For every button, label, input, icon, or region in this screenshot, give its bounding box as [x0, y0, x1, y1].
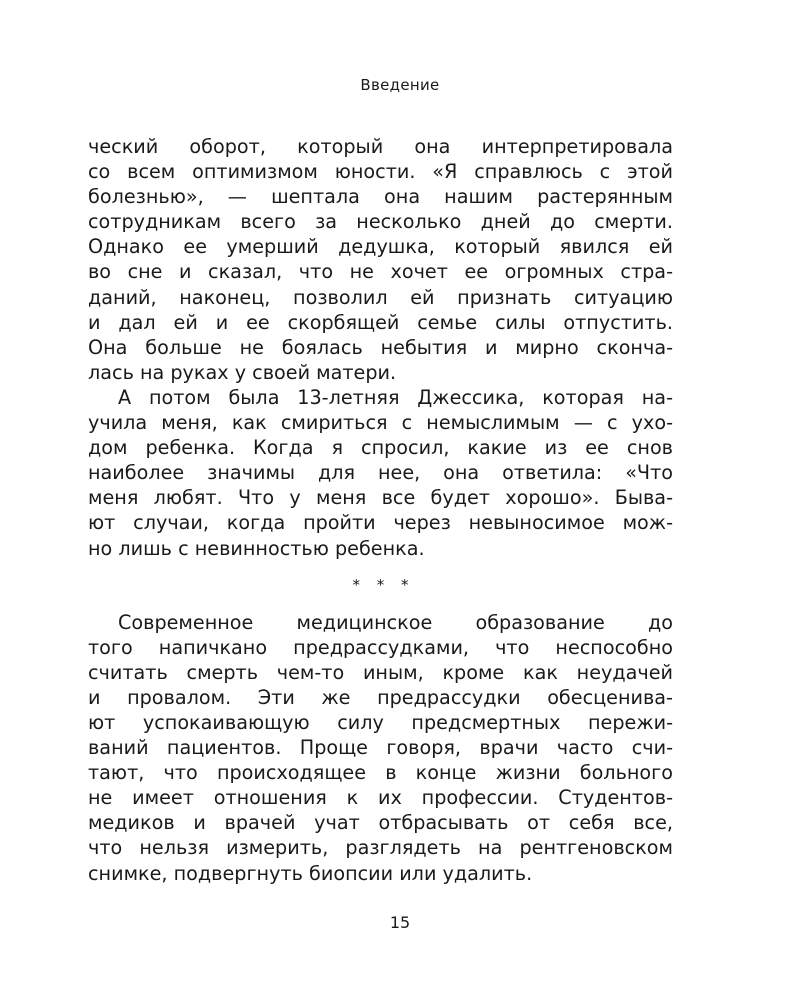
text-line: ваний пациентов. Проще говоря, врачи часто счи-: [88, 736, 673, 760]
paragraph-3: [88, 610, 673, 886]
paragraph-2: [88, 385, 673, 561]
page-number: 15: [389, 913, 411, 932]
text-line: со всем оптимизмом юности. «Я справлюсь с этой: [88, 160, 673, 184]
text-line: дом ребенка. Когда я спросил, какие из ее снов: [88, 436, 673, 460]
text-line: ют успокаивающую силу предсмертных пережи-: [88, 710, 673, 734]
text-line: лась на руках у своей матери.: [88, 360, 397, 384]
text-line: не имеет отношения к их профессии. Студентов-: [88, 786, 673, 810]
text-line: Она больше не боялась небытия и мирно сконча-: [88, 335, 673, 359]
text-line: болезнью», — шептала она нашим растерянным: [88, 185, 673, 209]
text-line: А потом была 13-летняя Джессика, которая на-: [118, 385, 673, 409]
text-line: меня любят. Что у меня все будет хорошо». Быва-: [88, 486, 673, 510]
text-line: учила меня, как смириться с немыслимым — с ухо-: [88, 411, 673, 435]
running-head: Введение: [360, 76, 440, 94]
text-line: ческий оборот, который она интерпретировала: [88, 135, 673, 158]
text-line: во сне и сказал, что не хочет ее огромных стра-: [88, 260, 673, 284]
text-line: Однако ее умерший дедушка, который явился ей: [88, 235, 673, 259]
section-separator: * * *: [352, 575, 415, 594]
body-text: [88, 134, 673, 886]
text-line: но лишь с невинностью ребенка.: [88, 536, 425, 560]
text-line: медиков и врачей учат отбрасывать от себя все,: [88, 811, 673, 835]
text-line: наиболее значимы для нее, она ответила: «Что: [88, 461, 673, 485]
text-line: что нельзя измерить, разглядеть на рентгеновском: [88, 836, 673, 860]
text-line: снимке, подвергнуть биопсии или удалить.: [88, 861, 533, 885]
text-line: даний, наконец, позволил ей признать ситуацию: [88, 285, 673, 309]
text-line: и провалом. Эти же предрассудки обесценива-: [88, 685, 673, 709]
text-line: и дал ей и ее скорбящей семье силы отпустить.: [88, 310, 673, 334]
text-line: Современное медицинское образование до: [118, 610, 673, 634]
text-line: сотрудникам всего за несколько дней до смерти.: [88, 210, 673, 234]
text-line: того напичкано предрассудками, что неспособно: [88, 635, 673, 659]
text-line: тают, что происходящее в конце жизни больного: [88, 761, 673, 785]
text-line: ют случаи, когда пройти через невыносимое мож-: [88, 511, 673, 535]
paragraph-1: [88, 134, 673, 385]
text-line: считать смерть чем-то иным, кроме как неудачей: [88, 660, 673, 684]
